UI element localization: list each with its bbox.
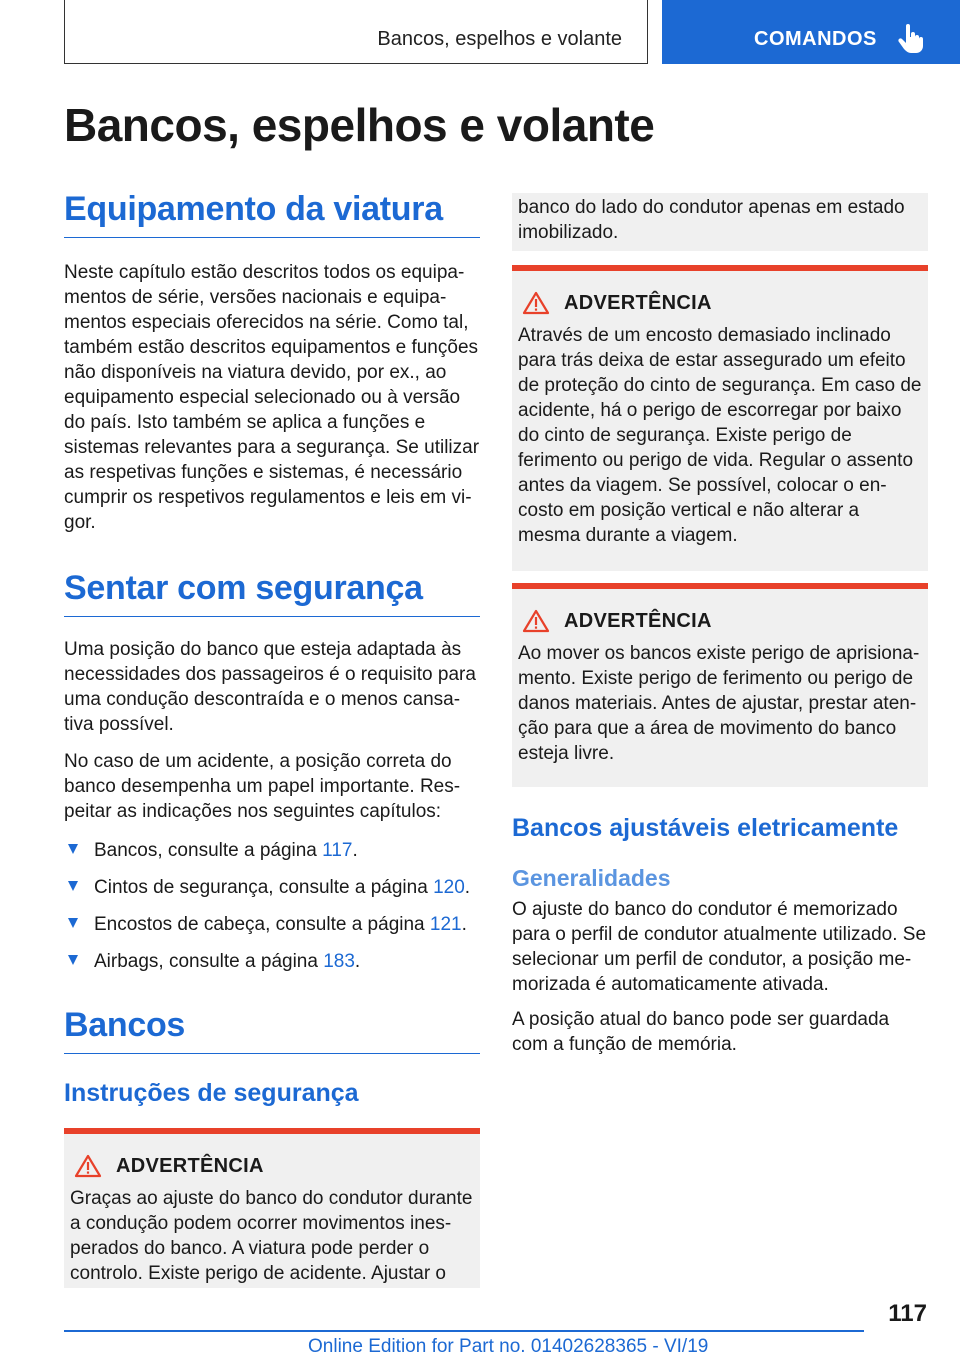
- warning-text: Ao mover os bancos existe perigo de aprisionamento. Existe perigo de ferimento ou perigo de danos materiais. Antes de ajustar, prestar atenção para que a área de movimento do banco esteja livre.: [518, 643, 920, 764]
- warning-triangle-icon: [522, 609, 550, 633]
- footer-divider: [64, 1330, 864, 1332]
- right-column: [512, 193, 928, 1057]
- heading-instrucoes: Instruções de segurança: [64, 1079, 359, 1108]
- warning-text: Através de um encosto demasiado inclinado para trás deixa de estar assegurado um efeito de proteção do cinto de segurança. Em caso de acidente, há o perigo de escorregar por baixo do cinto de segurança. Existe perigo de ferimento ou perigo de vida. Regular o assento antes da viagem. Se possível, colocar o encosto em posição vertical e não alterar a mesma durante a viagem.: [518, 325, 922, 546]
- heading-bancos: Bancos: [64, 1006, 480, 1054]
- chapter-reference-list: [64, 838, 480, 974]
- paragraph-generalidades-2: A posição atual do banco pode ser guardada com a função de memória.: [512, 1008, 890, 1055]
- header-chapter-tab[interactable]: [662, 0, 960, 64]
- bullet-triangle-icon: [68, 918, 78, 928]
- pointing-hand-icon: [898, 24, 924, 54]
- warning-title: ADVERTÊNCIA: [564, 609, 712, 632]
- list-item: Airbags, consulte a página 183.: [64, 949, 480, 974]
- warning-box-2: [512, 265, 928, 571]
- list-item: Encostos de cabeça, consulte a página 121.: [64, 912, 480, 937]
- page-number: 117: [888, 1300, 927, 1327]
- warning-continuation: [512, 193, 928, 251]
- list-item: Bancos, consulte a página 117.: [64, 838, 480, 863]
- left-column: [64, 190, 480, 1288]
- paragraph-sentar-1: Uma posição do banco que esteja adaptada às necessidades dos passageiros é o requisito para uma condução descontraída e o menos cansativa possível.: [64, 639, 476, 736]
- warning-title: ADVERTÊNCIA: [116, 1154, 264, 1177]
- header-section-title: Bancos, espelhos e volante: [377, 28, 622, 50]
- paragraph-equipamento: Neste capítulo estão descritos todos os equipamentos de série, versões nacionais e equipamentos especiais oferecidos na série. Como tal, também estão descritos equipamentos e funções não disponíveis na viatura devido, por ex., ao equipamento especial selecionado ou à versão do país. Isto também se aplica a funções e sistemas relevantes para a segurança. Se utilizar as respetivas funções e sistemas, é necessário cumprir os respetivos regulamentos e leis em vigor.: [64, 262, 480, 534]
- bullet-triangle-icon: [68, 881, 78, 891]
- page-link[interactable]: 183: [323, 951, 355, 973]
- heading-generalidades: Generalidades: [512, 865, 671, 891]
- warning-box-1: [64, 1128, 480, 1288]
- bullet-triangle-icon: [68, 844, 78, 854]
- warning-text: Graças ao ajuste do banco do condutor durante a condução podem ocorrer movimentos inesperados do banco. A viatura pode perder o controlo. Existe perigo de acidente. Ajustar o: [70, 1188, 473, 1285]
- page-link[interactable]: 120: [433, 877, 465, 899]
- warning-continuation-text: banco do lado do condutor apenas em estado imobilizado.: [518, 197, 905, 243]
- header-chapter-label: COMANDOS: [754, 28, 877, 50]
- bullet-triangle-icon: [68, 955, 78, 965]
- warning-triangle-icon: [74, 1154, 102, 1178]
- page-title: Bancos, espelhos e volante: [64, 99, 655, 151]
- warning-title: ADVERTÊNCIA: [564, 291, 712, 314]
- list-item: Cintos de segurança, consulte a página 120.: [64, 875, 480, 900]
- paragraph-sentar-2: No caso de um acidente, a posição correta do banco desempenha um papel importante. Respeitar as indicações nos seguintes capítulos:: [64, 751, 461, 823]
- page-link[interactable]: 117: [322, 840, 353, 862]
- heading-bancos-ajustaveis: Bancos ajustáveis eletricamente: [512, 814, 899, 842]
- edition-note: Online Edition for Part no. 01402628365 - VI/19: [308, 1336, 709, 1357]
- heading-sentar: Sentar com segurança: [64, 569, 480, 617]
- warning-triangle-icon: [522, 291, 550, 315]
- page-link[interactable]: 121: [429, 914, 462, 936]
- heading-equipamento: Equipamento da viatura: [64, 190, 480, 238]
- paragraph-generalidades-1: O ajuste do banco do condutor é memorizado para o perfil de condutor atualmente utilizado. Se selecionar um perfil de condutor, a posição memorizada é automaticamente ativada.: [512, 898, 927, 995]
- warning-box-3: [512, 583, 928, 787]
